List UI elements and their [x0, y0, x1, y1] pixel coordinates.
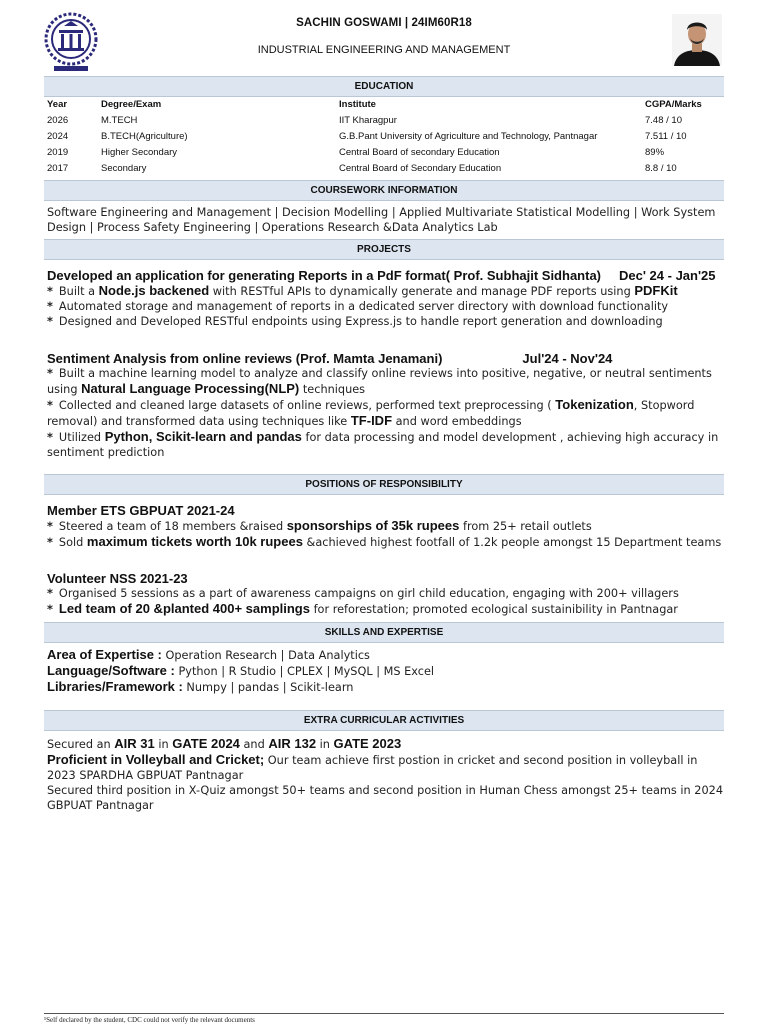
- list-item: Secured third position in X-Quiz amongst 50+ teams and second position in Human Chess amongst 25+ teams in 2024 GBPUAT Pantnagar: [47, 784, 724, 812]
- project-title-text: Sentiment Analysis from online reviews (Prof. Mamta Jenamani): [47, 351, 443, 366]
- col-institute: Institute: [339, 99, 376, 110]
- project-date: Dec' 24 - Jan'25: [619, 268, 716, 283]
- cell-cgpa: 7.511 / 10: [645, 131, 687, 142]
- cell-cgpa: 8.8 / 10: [645, 163, 677, 174]
- cell-institute: IIT Kharagpur: [339, 115, 397, 126]
- list-item: Proficient in Volleyball and Cricket; Our team achieve first postion in cricket and second position in volleyball in 2023 SPARDHA GBPUAT Pantnagar: [47, 752, 698, 782]
- list-item: * Sold maximum tickets worth 10k rupees &achieved highest footfall of 1.2k people amongst 15 Department teams: [47, 534, 722, 549]
- list-item: Area of Expertise : Operation Research | Data Analytics: [47, 647, 370, 662]
- list-item: Secured an AIR 31 in GATE 2024 and AIR 132 in GATE 2023: [47, 736, 402, 751]
- position-title: Volunteer NSS 2021-23: [47, 571, 188, 586]
- list-item: * Steered a team of 18 members &raised sponsorships of 35k rupees from 25+ retail outlets: [47, 518, 592, 533]
- cell-institute: Central Board of Secondary Education: [339, 163, 502, 174]
- list-item: * Collected and cleaned large datasets of online reviews, performed text preprocessing ( Tokenization, Stopword removal) and transformed data using techniques like TF-IDF and word embeddings: [47, 397, 695, 428]
- cell-degree: Secondary: [101, 163, 147, 174]
- table-row: [44, 145, 724, 161]
- cell-degree: B.TECH(Agriculture): [101, 131, 188, 142]
- cell-year: 2024: [47, 131, 69, 142]
- list-item: * Automated storage and management of reports in a dedicated server directory with download functionality: [47, 300, 669, 313]
- project-title: [47, 268, 727, 283]
- cell-cgpa: 89%: [645, 147, 665, 158]
- cell-cgpa: 7.48 / 10: [645, 115, 682, 126]
- col-degree: Degree/Exam: [101, 99, 162, 110]
- section-positions-header: POSITIONS OF RESPONSIBILITY: [44, 474, 724, 495]
- col-year: Year: [47, 99, 68, 110]
- section-coursework-header: COURSEWORK INFORMATION: [44, 180, 724, 201]
- education-table: [44, 97, 724, 177]
- project-date: Jul'24 - Nov'24: [522, 351, 613, 366]
- cell-year: 2017: [47, 163, 69, 174]
- list-item: Libraries/Framework : Numpy | pandas | Scikit-learn: [47, 679, 354, 694]
- list-item: * Designed and Developed RESTful endpoints using Express.js to handle report generation and downloading: [47, 315, 663, 328]
- project-reports: [47, 268, 727, 329]
- section-education-header: EDUCATION: [44, 76, 724, 97]
- skills-list: [47, 647, 727, 695]
- list-item: * Organised 5 sessions as a part of awareness campaigns on girl child education, engaging with 200+ villagers: [47, 587, 679, 600]
- list-item: * Built a Node.js backened with RESTful APIs to dynamically generate and manage PDF reports using PDFKit: [47, 283, 678, 298]
- section-projects-header: PROJECTS: [44, 239, 724, 260]
- position-title: Member ETS GBPUAT 2021-24: [47, 503, 235, 518]
- section-extra-header: EXTRA CURRICULAR ACTIVITIES: [44, 710, 724, 731]
- section-skills-header: SKILLS AND EXPERTISE: [44, 622, 724, 643]
- position-nss: [47, 571, 727, 617]
- list-item: * Led team of 20 &planted 400+ samplings for reforestation; promoted ecological sustainibility in Pantnagar: [47, 601, 678, 616]
- table-row: [44, 113, 724, 129]
- student-name-roll: SACHIN GOSWAMI | 24IM60R18: [296, 17, 472, 29]
- education-table-header: [44, 97, 724, 113]
- list-item: * Utilized Python, Scikit-learn and pandas for data processing and model development , achieving high accuracy in sentiment prediction: [47, 429, 719, 459]
- cell-year: 2026: [47, 115, 69, 126]
- extra-list: [47, 736, 727, 813]
- cell-degree: M.TECH: [101, 115, 138, 126]
- project-sentiment: [47, 351, 727, 460]
- department-name: INDUSTRIAL ENGINEERING AND MANAGEMENT: [257, 44, 511, 56]
- project-title-text: Developed an application for generating Reports in a PdF format( Prof. Subhajit Sidhanta): [47, 268, 601, 283]
- list-item: Language/Software : Python | R Studio | CPLEX | MySQL | MS Excel: [47, 663, 435, 678]
- col-cgpa: CGPA/Marks: [645, 99, 702, 110]
- project-title: [47, 351, 727, 366]
- cell-degree: Higher Secondary: [101, 147, 178, 158]
- cell-institute: Central Board of secondary Education: [339, 147, 500, 158]
- table-row: [44, 129, 724, 145]
- table-row: [44, 161, 724, 177]
- cell-year: 2019: [47, 147, 69, 158]
- coursework-text: Software Engineering and Management | Decision Modelling | Applied Multivariate Statistical Modelling | Work System Design | Process Safety Engineering | Operations Research &Data Analytics Lab: [47, 206, 716, 234]
- position-ets: [47, 503, 727, 550]
- cell-institute: G.B.Pant University of Agriculture and Technology, Pantnagar: [339, 131, 598, 142]
- footer-divider: [44, 1013, 724, 1014]
- student-photo-icon: [672, 14, 722, 66]
- footer-note: ¹Self declared by the student, CDC could not verify the relevant documents: [44, 1016, 255, 1024]
- list-item: * Built a machine learning model to analyze and classify online reviews into positive, negative, or neutral sentiments using Natural Language Processing(NLP) techniques: [47, 367, 712, 396]
